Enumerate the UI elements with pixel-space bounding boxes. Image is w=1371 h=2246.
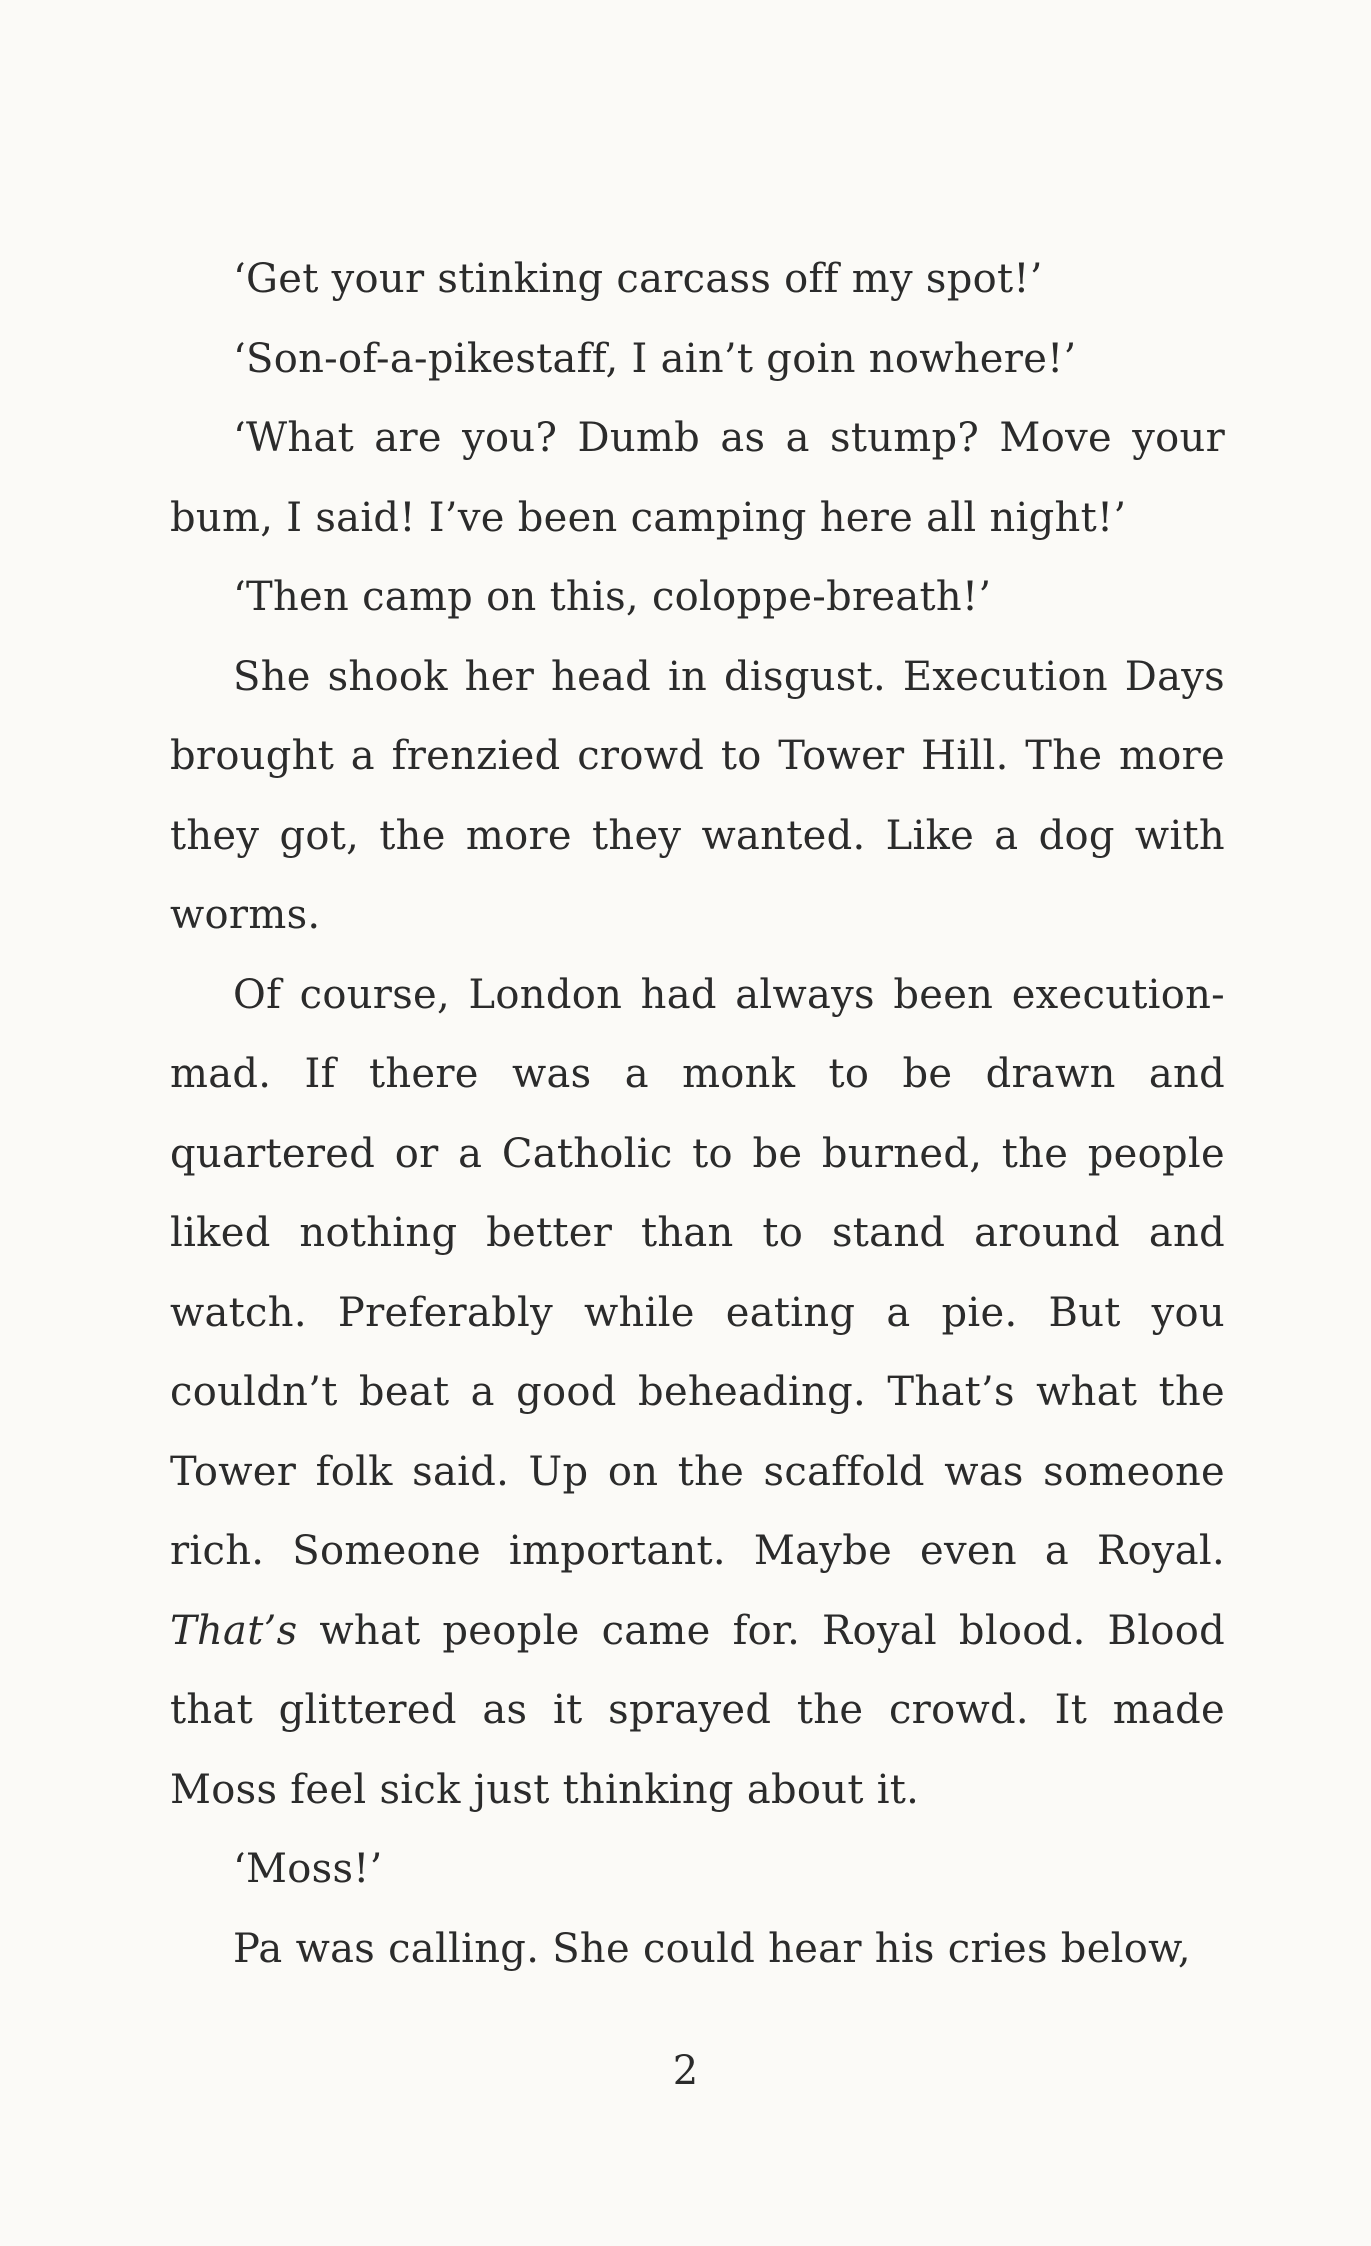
paragraph bbox=[170, 956, 1225, 1831]
paragraph: ‘What are you? Dumb as a stump? Move your bum, I said! I’ve been camping here all night!’ bbox=[170, 415, 1225, 541]
paragraph: ‘Get your stinking carcass off my spot!’ bbox=[233, 256, 1043, 302]
paragraph-text: Of course, London had always been execution-mad. If there was a monk to be drawn and quartered or a Catholic to be burned, the people liked nothing better than to stand around and watch. Preferably while eating a pie. But you couldn’t beat a good beheading. That’s what the Tower folk said. Up on the scaffold was someone rich. Someone important. Maybe even a Royal. bbox=[170, 971, 1225, 1574]
paragraph: Pa was calling. She could hear his cries below, bbox=[233, 1925, 1191, 1972]
paragraph: ‘Then camp on this, coloppe-breath!’ bbox=[233, 574, 992, 620]
paragraph: She shook her head in disgust. Execution Days brought a frenzied crowd to Tower Hill. The more they got, the more they wanted. Like a dog with worms. bbox=[170, 653, 1225, 938]
emphasized-word: That’s bbox=[170, 1607, 298, 1654]
paragraph: ‘Moss!’ bbox=[233, 1846, 383, 1892]
page-number: 2 bbox=[672, 2048, 699, 2094]
paragraph: ‘Son-of-a-pikestaff, I ain’t goin nowhere!’ bbox=[233, 335, 1077, 382]
body-text bbox=[170, 240, 1225, 1989]
paragraph-text: what people came for. Royal blood. Blood that glittered as it sprayed the crowd. It made Moss feel sick just thinking about it. bbox=[170, 1607, 1225, 1813]
